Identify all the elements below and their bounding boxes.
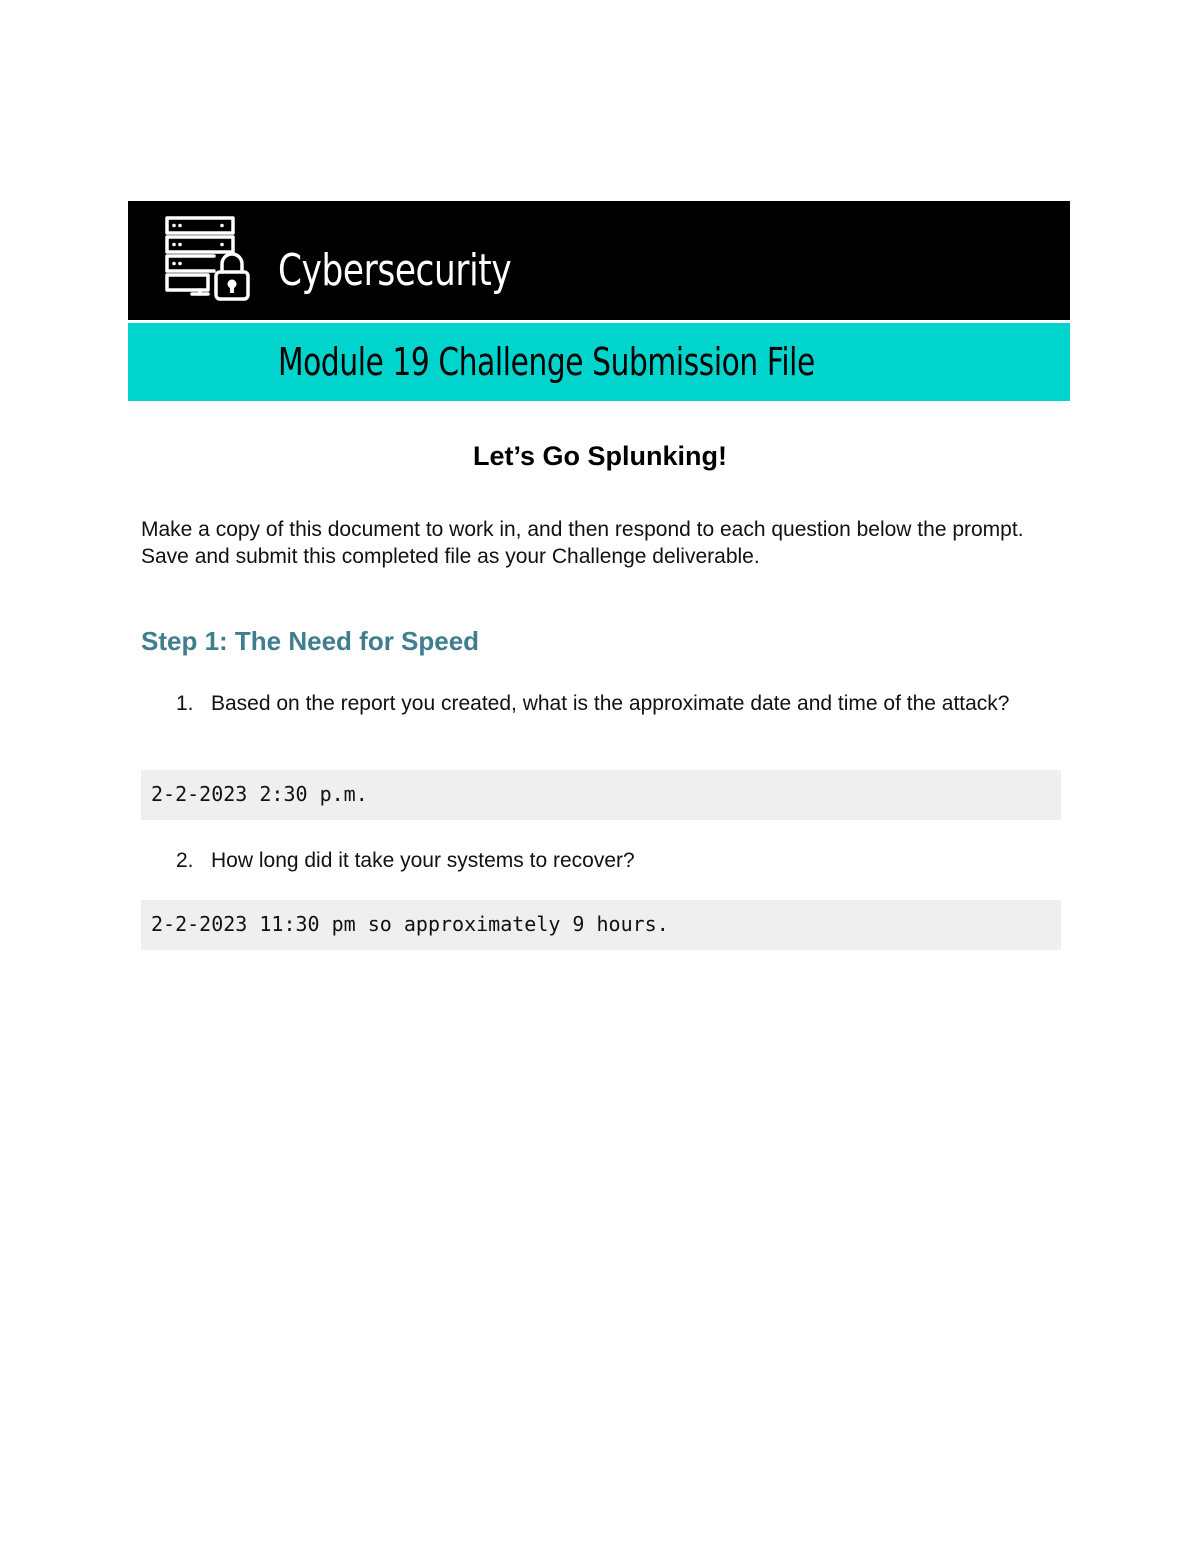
module-title: Module 19 Challenge Submission File xyxy=(278,340,815,384)
document-title: Let’s Go Splunking! xyxy=(473,441,727,471)
question-number: 1. xyxy=(176,692,194,715)
intro-paragraph: Make a copy of this document to work in, and then respond to each question below the prompt. Save and submit this completed file as your Challenge deliverable. xyxy=(141,518,1024,568)
brand-banner xyxy=(128,201,1070,320)
answer-box-2 xyxy=(141,900,1061,950)
question-1 xyxy=(176,689,1046,718)
server-lock-icon xyxy=(164,215,252,303)
module-banner xyxy=(128,323,1070,401)
answer-text: 2-2-2023 11:30 pm so approximately 9 hours. xyxy=(151,912,669,936)
question-2 xyxy=(176,846,1046,875)
brand-title: Cybersecurity xyxy=(278,245,512,296)
answer-box-1 xyxy=(141,770,1061,820)
answer-text: 2-2-2023 2:30 p.m. xyxy=(151,782,368,806)
question-text: How long did it take your systems to recover? xyxy=(211,849,635,872)
question-text: Based on the report you created, what is the approximate date and time of the attack? xyxy=(211,692,1010,715)
step-1-heading: Step 1: The Need for Speed xyxy=(141,626,480,656)
question-number: 2. xyxy=(176,849,194,872)
